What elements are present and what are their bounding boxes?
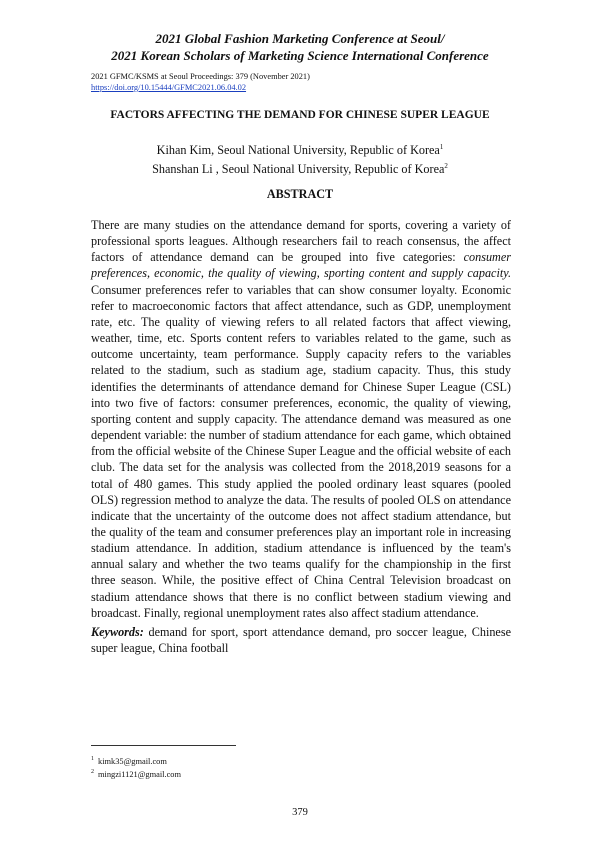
footnote-2-email: mingzi1121@gmail.com bbox=[98, 770, 181, 780]
conference-line-2: 2021 Korean Scholars of Marketing Science International Conference bbox=[111, 48, 489, 63]
conference-header bbox=[0, 30, 600, 64]
proceedings-citation: 2021 GFMC/KSMS at Seoul Proceedings: 379 (November 2021) bbox=[91, 72, 310, 81]
conference-line-1: 2021 Global Fashion Marketing Conference at Seoul/ bbox=[155, 31, 445, 46]
abstract-heading: ABSTRACT bbox=[266, 187, 334, 201]
footnote-divider bbox=[91, 745, 236, 746]
keywords bbox=[91, 624, 511, 656]
abstract-categories: consumer preferences, economic, the quality of viewing, sporting content and supply capacity. bbox=[91, 250, 511, 281]
abstract-body: There are many studies on the attendance demand for sports, covering a variety of professional sports leagues. Although researchers fail to reach consensus, the affect factors of attendance demand can be grouped into five categories: consumer preferences, economic, the quality of viewing, sporting content and supply capacity. Consumer preferences refer to variables that can show consumer loyalty. Economic refer to macroeconomic factors that affect attendance, such as GDP, unemployment rate, etc. The quality of viewing refers to all related factors that affect viewing, weather, time, etc. Sports content refers to variables related to the game, such as outcome uncertainty, team performance. Supply capacity refers to the variables related to the stadium, such as stadium age, stadium capacity. Thus, this study identifies the determinants of attendance demand for Chinese Super League (CSL) into two five of factors: consumer preferences, economic, the quality of viewing, sporting content and supply capacity. The attendance demand was measured as one dependent variable: the number of stadium attendance for each game, which obtained from the official website of the Chinese Super League and the official website of each club. The data set for the analysis was collected from the 2018,2019 seasons for a total of 480 games. This study applied the pooled ordinary least squares (pooled OLS) regression method to analyze the data. The results of pooled OLS on attendance indicate that the uncertainty of the outcome does not affect stadium attendance, but the quality of the team and consumer preferences play an important role in increasing stadium attendance. In addition, stadium attendance is influenced by the team's annual salary and whether the two teams qualify for the championship in the first three season. While, the positive effect of China Central Television broadcast on stadium attendance shows that there is no conflict between stadium viewing and broadcast. Finally, regional unemployment rates also affect stadium attendance. bbox=[91, 218, 511, 620]
keywords-label: Keywords: bbox=[91, 625, 144, 639]
keywords-text: demand for sport, sport attendance demand, pro soccer league, Chinese super league, China football bbox=[91, 625, 511, 656]
author-2: Shanshan Li , Seoul National University, Republic of Korea$^2$ bbox=[152, 162, 448, 177]
paper-title: FACTORS AFFECTING THE DEMAND FOR CHINESE SUPER LEAGUE bbox=[110, 109, 490, 121]
author-2-footnote-mark: 2 bbox=[444, 162, 448, 171]
author-1-footnote-mark: 1 bbox=[439, 143, 444, 151]
proceedings-info bbox=[91, 71, 310, 93]
author-1: Kihan Kim, Seoul National University, Republic of Korea$^1$ bbox=[156, 143, 444, 158]
footnotes bbox=[91, 754, 181, 781]
footnote-2: $^2$ mingzi1121@gmail.com bbox=[91, 769, 181, 780]
footnote-1-email: kimk35@gmail.com bbox=[98, 756, 167, 766]
author-list bbox=[0, 139, 600, 177]
page-number: 379 bbox=[292, 807, 308, 818]
doi-link[interactable]: https://doi.org/10.15444/GFMC2021.06.04.02 bbox=[91, 83, 247, 92]
footnote-1: $^1$ kimk35@gmail.com bbox=[91, 756, 167, 766]
